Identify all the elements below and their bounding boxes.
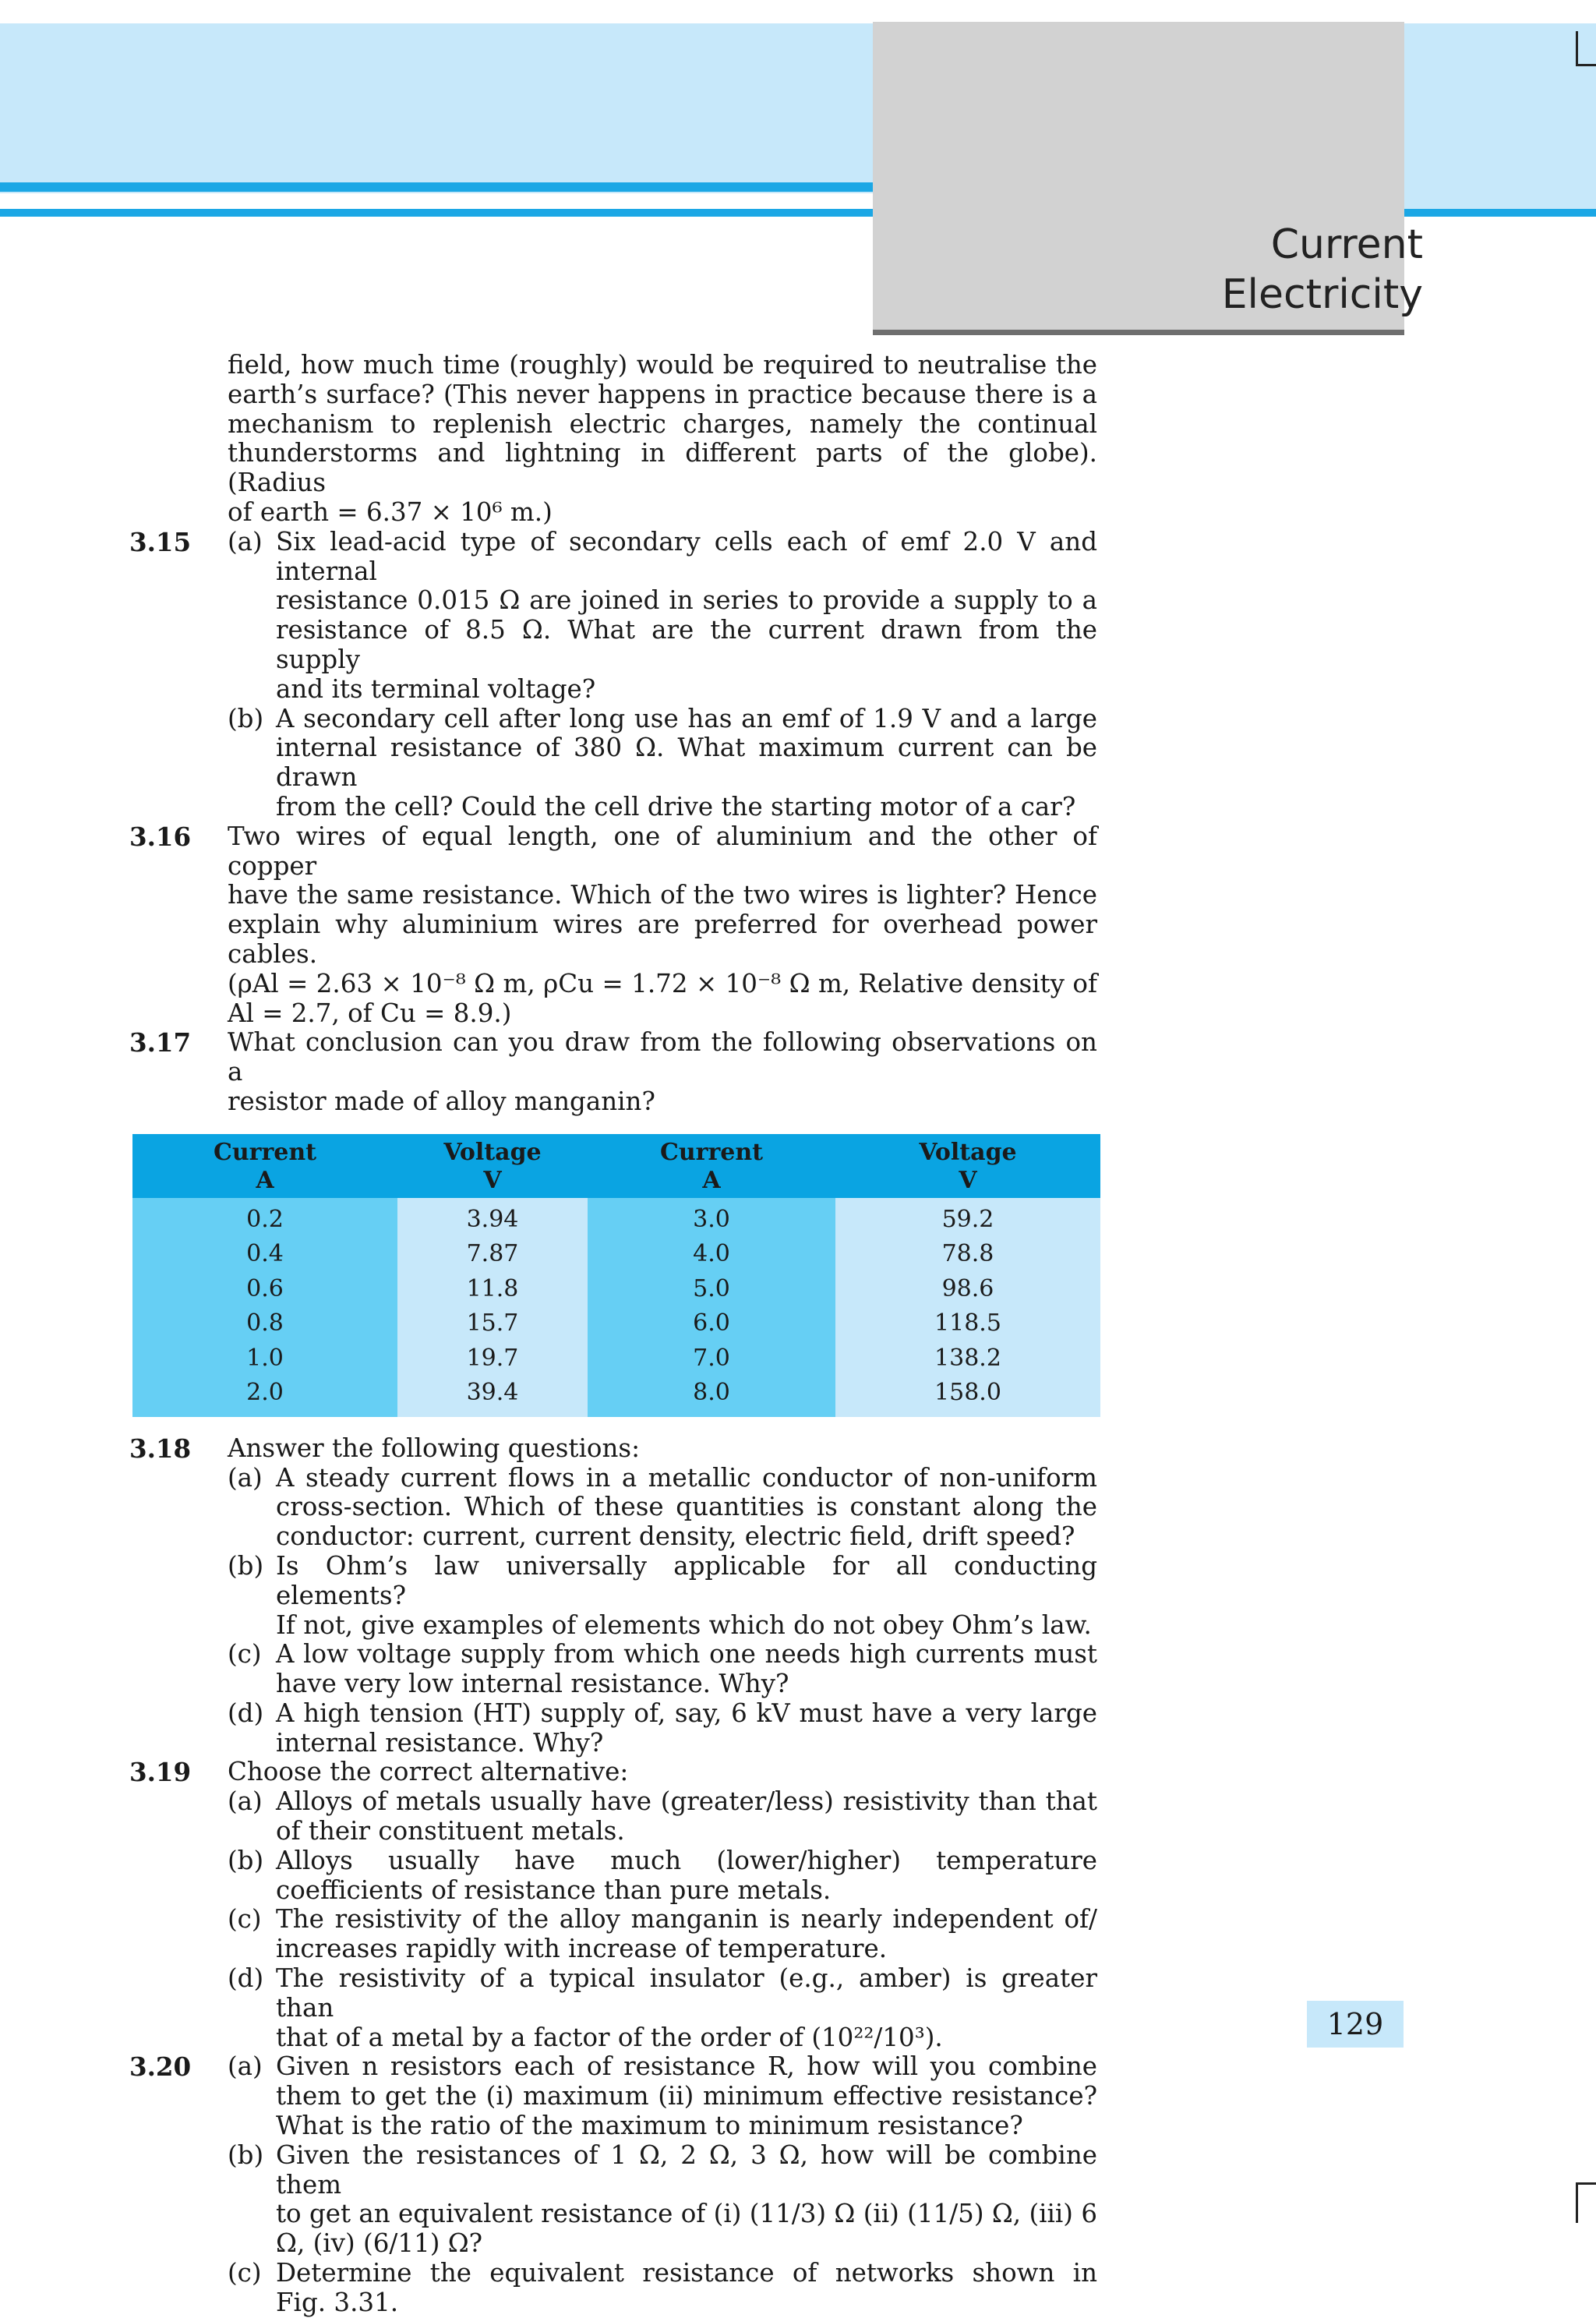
text-line: A steady current flows in a metallic conductor of non-uniform [276, 1462, 1097, 1493]
text-line: resistance of 8.5 Ω. What are the current drawn from the supply [276, 615, 1097, 674]
question-number: 3.19 [129, 1757, 192, 1788]
part-a [228, 528, 1097, 705]
table-row [132, 1306, 1100, 1341]
text-line: field, how much time (roughly) would be required to neutralise the [228, 350, 1097, 380]
crop-mark-bottom-h [1576, 2182, 1596, 2185]
table-cell: 7.87 [397, 1237, 588, 1272]
text-line: internal resistance of 380 Ω. What maximum current can be drawn [276, 733, 1097, 793]
table-header [132, 1134, 397, 1198]
text-line: earth’s surface? (This never happens in practice because there is a [228, 379, 1097, 409]
text-line: A secondary cell after long use has an emf of 1.9 V and a large [276, 703, 1097, 733]
part-label: (d) [228, 1963, 264, 1994]
text-line: Two wires of equal length, one of aluminium and the other of copper [228, 821, 1097, 881]
question-3-15 [129, 528, 1097, 822]
text-line: A high tension (HT) supply of, say, 6 kV must have a very large [276, 1698, 1097, 1728]
question-number: 3.16 [129, 821, 192, 852]
text-line: What is the ratio of the maximum to minimum resistance? [276, 2111, 1023, 2141]
table-cell: 39.4 [397, 1376, 588, 1417]
table-cell: 5.0 [588, 1272, 835, 1307]
part-label: (a) [228, 1786, 263, 1817]
text-line: A low voltage supply from which one needs high currents must [276, 1639, 1097, 1670]
crop-mark-bottom [1576, 2182, 1578, 2223]
table-cell: 158.0 [835, 1376, 1100, 1417]
text-line: Given the resistances of 1 Ω, 2 Ω, 3 Ω, how will be combine them [276, 2140, 1097, 2200]
part-c [228, 1905, 1097, 1964]
question-number: 3.18 [129, 1433, 192, 1464]
question-intro: Answer the following questions: [228, 1433, 641, 1463]
header-rule-lower [0, 209, 874, 217]
part-label: (b) [228, 2140, 264, 2170]
part-label: (c) [228, 1639, 262, 1670]
text-line: The resistivity of the alloy manganin is nearly independent of/ [276, 1904, 1097, 1935]
text-line: thunderstorms and lightning in different parts of the globe). (Radius [228, 438, 1097, 498]
header-name: Current [659, 1138, 764, 1166]
question-number: 3.20 [129, 2051, 192, 2083]
text-line: and its terminal voltage? [276, 673, 596, 704]
table-cell: 138.2 [835, 1341, 1100, 1376]
crop-mark-top-h [1576, 64, 1596, 66]
part-label: (a) [228, 526, 263, 557]
crop-mark-top [1576, 31, 1578, 65]
text-line: explain why aluminium wires are preferred for overhead power cables. [228, 910, 1097, 969]
spacer [129, 1417, 1097, 1434]
table-cell: 3.0 [588, 1198, 835, 1238]
question-intro: Choose the correct alternative: [228, 1757, 629, 1787]
table-cell: 78.8 [835, 1237, 1100, 1272]
text-line: of earth = 6.37 × 10⁶ m.) [228, 496, 553, 527]
table-header-row [132, 1134, 1100, 1198]
header-unit: V [483, 1166, 502, 1194]
text-line: mechanism to replenish electric charges, namely the continual [228, 408, 1097, 439]
part-d [228, 1964, 1097, 2052]
text-line: internal resistance. Why? [276, 1727, 604, 1758]
text-line: from the cell? Could the cell drive the starting motor of a car? [276, 791, 1076, 822]
table-cell: 8.0 [588, 1376, 835, 1417]
text-line: What conclusion can you draw from the following observations on a [228, 1027, 1097, 1087]
table-cell: 2.0 [132, 1376, 397, 1417]
table-row [132, 1198, 1100, 1238]
table-cell: 6.0 [588, 1306, 835, 1341]
text-line: (ρAl = 2.63 × 10⁻⁸ Ω m, ρCu = 1.72 × 10⁻⁸ Ω m, Relative density of [228, 968, 1097, 998]
text-line: Fig. 3.31. [276, 2287, 399, 2317]
question-number: 3.17 [129, 1027, 192, 1058]
part-b [228, 705, 1097, 822]
chapter-title-line2: Electricity [1221, 271, 1423, 318]
part-a [228, 1464, 1097, 1552]
chapter-title-line1: Current [1270, 221, 1423, 268]
chapter-title [1033, 220, 1423, 320]
part-c [228, 1640, 1097, 1699]
question-3-14-continued [129, 351, 1097, 528]
text-line: resistor made of alloy manganin? [228, 1086, 655, 1116]
page-content [129, 351, 1097, 2318]
header-unit: A [256, 1166, 274, 1194]
text-line: Alloys of metals usually have (greater/less) resistivity than that [276, 1786, 1097, 1817]
part-b [228, 1552, 1097, 1640]
table-row [132, 1376, 1100, 1417]
text-line: Al = 2.7, of Cu = 8.9.) [228, 998, 512, 1028]
header-name: Voltage [443, 1138, 542, 1166]
text-line: The resistivity of a typical insulator (e.g., amber) is greater than [276, 1963, 1097, 2023]
table-cell: 1.0 [132, 1341, 397, 1376]
part-label: (c) [228, 1904, 262, 1935]
table-header [835, 1134, 1100, 1198]
text-line: of their constituent metals. [276, 1816, 625, 1846]
table-row [132, 1237, 1100, 1272]
part-b [228, 1846, 1097, 1906]
table-cell: 118.5 [835, 1306, 1100, 1341]
header-unit: V [959, 1166, 977, 1194]
text-line: Alloys usually have much (lower/higher) temperature [276, 1845, 1097, 1875]
part-label: (b) [228, 1845, 264, 1875]
question-3-16 [129, 822, 1097, 1029]
header-rule [0, 182, 874, 192]
text-line: them to get the (i) maximum (ii) minimum effective resistance? [276, 2081, 1097, 2111]
table-cell: 3.94 [397, 1198, 588, 1238]
table-row [132, 1272, 1100, 1307]
page-number: 129 [1307, 2001, 1404, 2048]
table-cell: 59.2 [835, 1198, 1100, 1238]
text-line: to get an equivalent resistance of (i) (11/3) Ω (ii) (11/5) Ω, (iii) 6 [276, 2199, 1097, 2229]
header-band [0, 23, 874, 193]
table-cell: 4.0 [588, 1237, 835, 1272]
part-label: (c) [228, 2258, 262, 2288]
table-row [132, 1341, 1100, 1376]
table-cell: 0.4 [132, 1237, 397, 1272]
table-cell: 19.7 [397, 1341, 588, 1376]
text-line: Is Ohm’s law universally applicable for all conducting elements? [276, 1550, 1097, 1610]
text-line: If not, give examples of elements which do not obey Ohm’s law. [276, 1610, 1092, 1640]
table-cell: 7.0 [588, 1341, 835, 1376]
part-b [228, 2141, 1097, 2259]
question-3-20 [129, 2052, 1097, 2317]
text-line: Six lead-acid type of secondary cells each of emf 2.0 V and internal [276, 526, 1097, 586]
table-header [397, 1134, 588, 1198]
text-line: have very low internal resistance. Why? [276, 1669, 789, 1699]
part-a [228, 1787, 1097, 1846]
header-name: Current [213, 1138, 317, 1166]
table-cell: 98.6 [835, 1272, 1100, 1307]
text-line: that of a metal by a factor of the order of (10²²/10³). [276, 2022, 943, 2052]
part-label: (b) [228, 703, 264, 733]
part-label: (b) [228, 1550, 264, 1581]
table-cell: 15.7 [397, 1306, 588, 1341]
text-line: resistance 0.015 Ω are joined in series to provide a supply to a [276, 585, 1097, 616]
question-3-18 [129, 1434, 1097, 1758]
part-label: (a) [228, 1462, 263, 1493]
text-line: cross-section. Which of these quantities is constant along the [276, 1492, 1097, 1522]
text-line: have the same resistance. Which of the two wires is lighter? Hence [228, 880, 1097, 910]
table-cell: 0.2 [132, 1198, 397, 1238]
text-line: coefficients of resistance than pure metals. [276, 1875, 832, 1905]
part-a [228, 2052, 1097, 2140]
observations-table [132, 1134, 1100, 1417]
header-rule-right [1404, 209, 1596, 217]
table-cell: 11.8 [397, 1272, 588, 1307]
header-band-right [1404, 23, 1596, 210]
text-line: conductor: current, current density, electric field, drift speed? [276, 1521, 1075, 1552]
question-3-19 [129, 1758, 1097, 2052]
table-header [588, 1134, 835, 1198]
part-d [228, 1699, 1097, 1758]
text-line: Given n resistors each of resistance R, how will you combine [276, 2051, 1097, 2082]
text-line: increases rapidly with increase of temperature. [276, 1934, 888, 1964]
table-cell: 0.8 [132, 1306, 397, 1341]
part-label: (a) [228, 2051, 263, 2082]
part-label: (d) [228, 1698, 264, 1728]
text-line: Determine the equivalent resistance of networks shown in [276, 2258, 1097, 2288]
text-line: Ω, (iv) (6/11) Ω? [276, 2228, 483, 2259]
header-unit: A [702, 1166, 721, 1194]
question-number: 3.15 [129, 526, 192, 557]
part-c [228, 2259, 1097, 2318]
question-3-17 [129, 1028, 1097, 1116]
header-name: Voltage [919, 1138, 1017, 1166]
table-cell: 0.6 [132, 1272, 397, 1307]
